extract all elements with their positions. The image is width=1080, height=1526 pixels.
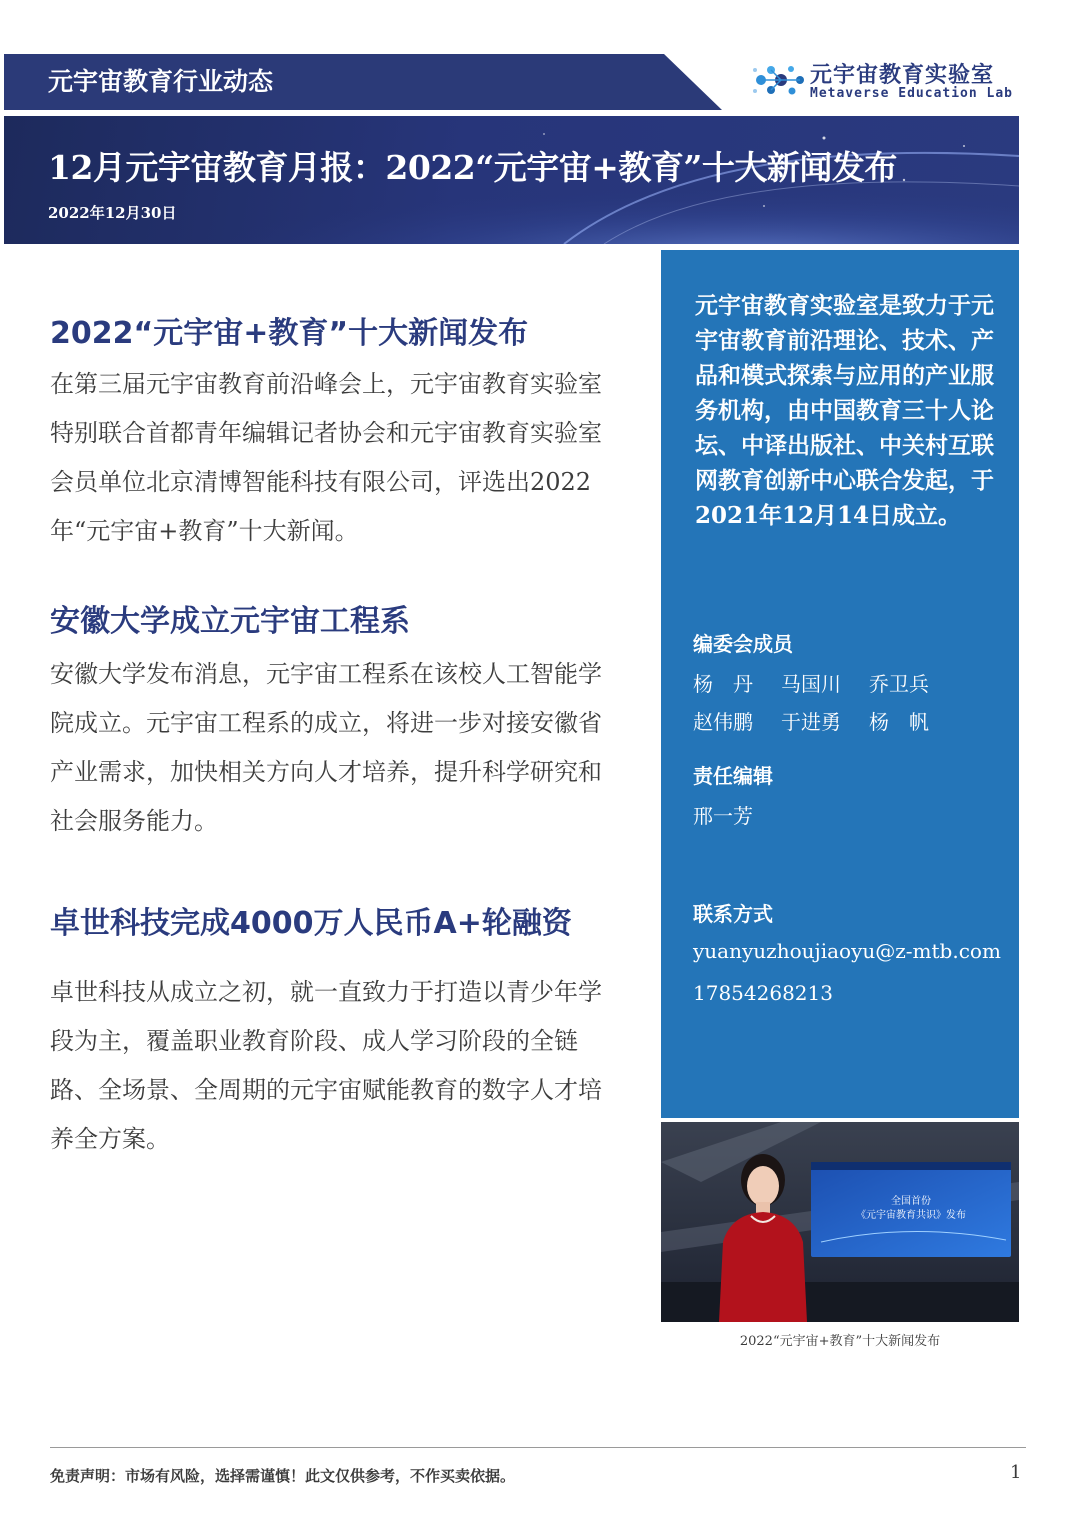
news-photo	[661, 1122, 1019, 1322]
logo-english-text: Metaverse Education Lab	[810, 86, 1014, 101]
photo-caption: 2022“元宇宙+教育”十大新闻发布	[739, 1334, 941, 1349]
disclaimer: 免责声明：市场有风险，选择需谨慎！此文仅供参考，不作买卖依据。	[50, 1467, 516, 1485]
article-body: 安徽大学发布消息，元宇宙工程系在该校人工智能学院成立。元宇宙工程系的成立，将进一步对接安徽省产业需求，加快相关方向人才培养，提升科学研究和社会服务能力。	[50, 660, 602, 835]
lab-logo	[752, 58, 1022, 104]
article-heading: 安徽大学成立元宇宙工程系	[50, 604, 410, 639]
contact-label: 联系方式	[693, 902, 773, 926]
logo-chinese-text: 元宇宙教育实验室	[810, 63, 995, 88]
article-heading: 2022“元宇宙+教育”十大新闻发布	[50, 316, 529, 351]
committee-row	[693, 706, 993, 735]
screen-text-line2: 《元宇宙教育共识》发布	[856, 1210, 966, 1221]
contact-email[interactable]: yuanyuzhoujiaoyu@z-mtb.com	[693, 939, 1001, 963]
page-number: 1	[1010, 1462, 1022, 1483]
section-tag: 元宇宙教育行业动态	[48, 67, 274, 96]
article-body: 卓世科技从成立之初，就一直致力于打造以青少年学段为主，覆盖职业教育阶段、成人学习阶段的全链路、全场景、全周期的元宇宙赋能教育的数字人才培养全方案。	[50, 978, 602, 1153]
lab-introduction: 元宇宙教育实验室是致力于元宇宙教育前沿理论、技术、产品和模式探索与应用的产业服务机构，由中国教育三十人论坛、中译出版社、中关村互联网教育创新中心联合发起，于2021年12月14日成立。	[695, 292, 994, 529]
editor-name: 邢一芳	[693, 804, 753, 828]
committee-label: 编委会成员	[693, 632, 793, 656]
committee-member: 乔卫兵	[869, 672, 929, 696]
article-heading: 卓世科技完成4000万人民币A+轮融资	[50, 906, 572, 941]
page-title: 12月元宇宙教育月报：2022“元宇宙+教育”十大新闻发布	[48, 148, 897, 187]
molecule-logo-icon	[752, 60, 806, 100]
committee-member: 杨 丹	[693, 672, 753, 696]
committee-member: 杨 帆	[869, 710, 929, 734]
committee-member: 马国川	[781, 672, 841, 696]
title-banner	[4, 116, 1019, 244]
contact-phone: 17854268213	[693, 981, 833, 1005]
screen-text-line1: 全国首份	[891, 1196, 931, 1207]
info-sidebar	[661, 250, 1019, 1118]
publish-date: 2022年12月30日	[48, 204, 177, 222]
article-body: 在第三届元宇宙教育前沿峰会上，元宇宙教育实验室特别联合首都青年编辑记者协会和元宇宙教育实验室会员单位北京清博智能科技有限公司，评选出2022年“元宇宙+教育”十大新闻。	[50, 370, 602, 545]
committee-row	[693, 668, 993, 697]
editor-label: 责任编辑	[693, 764, 773, 788]
committee-member: 于进勇	[781, 710, 841, 734]
committee-member: 赵伟鹏	[693, 710, 753, 734]
virtual-presenter-image	[661, 1122, 1019, 1322]
footer-divider	[50, 1447, 1026, 1448]
